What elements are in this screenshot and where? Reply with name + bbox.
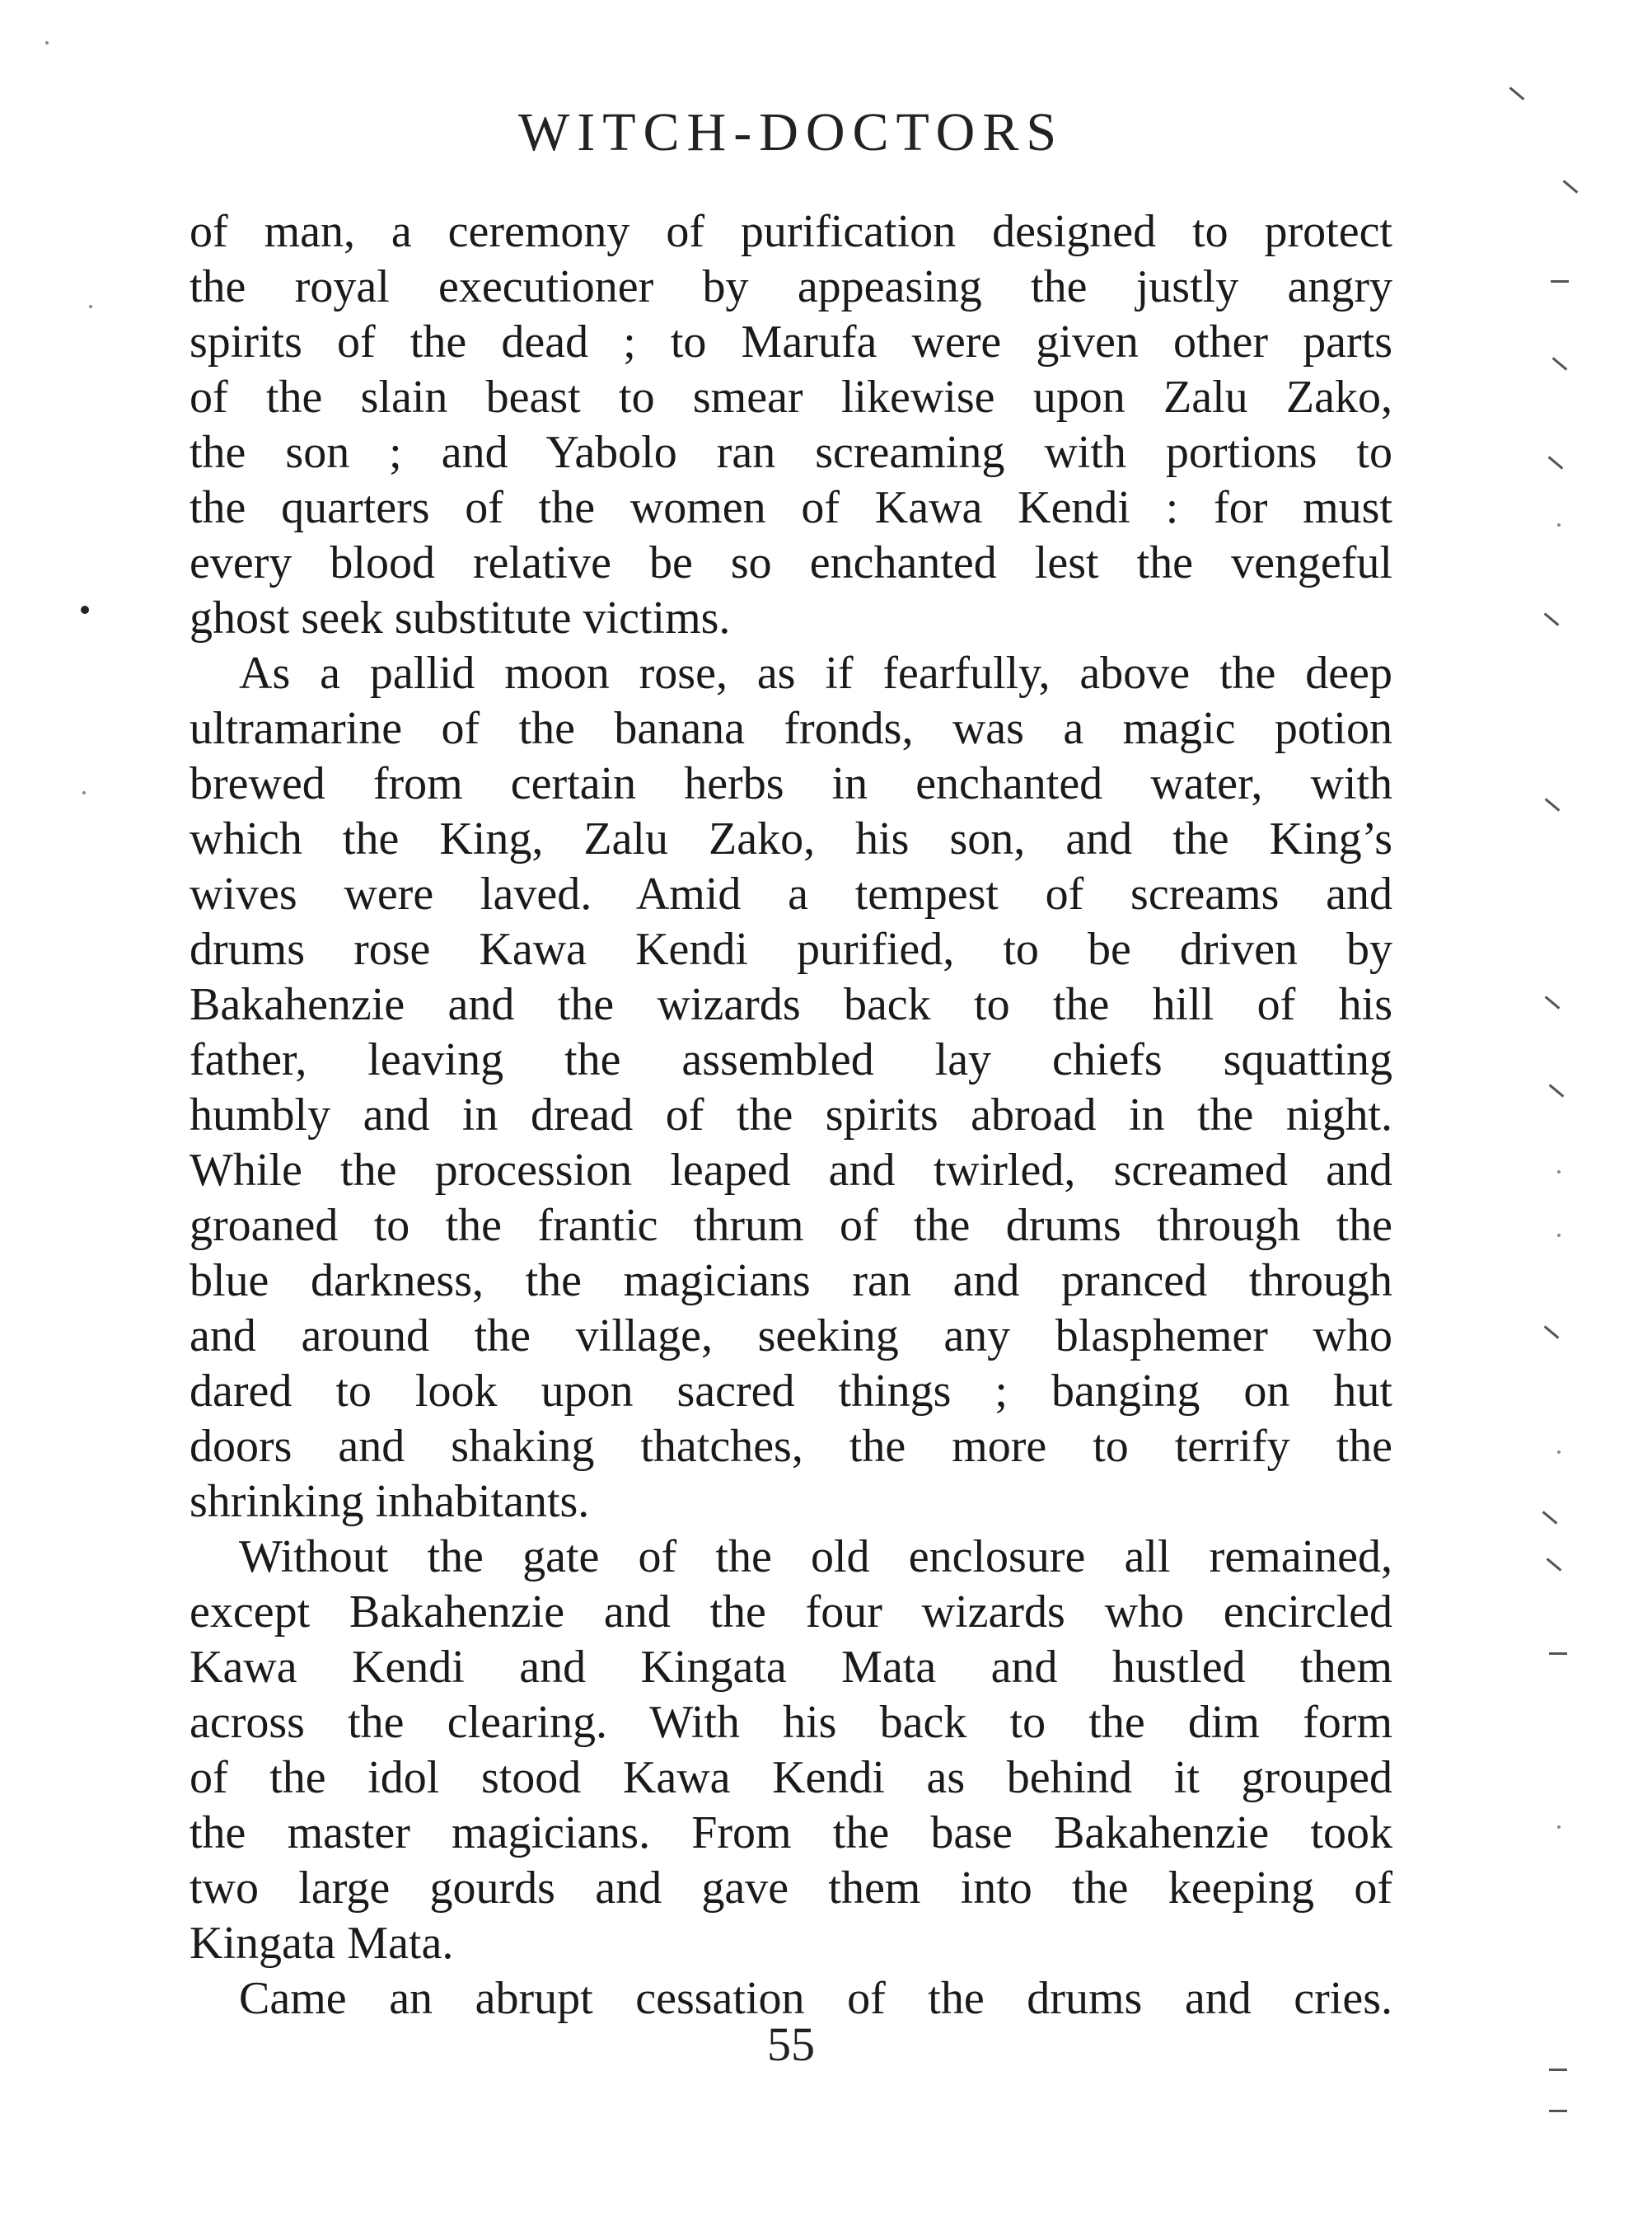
margin-tick-mark xyxy=(1544,612,1560,626)
text-line: the royal executioner by appeasing the justly angry xyxy=(190,261,1392,312)
text-line: groaned to the frantic thrum of the drums through the xyxy=(190,1200,1392,1251)
text-line: which the King, Zalu Zako, his son, and the King’s xyxy=(190,813,1392,864)
text-line: ultramarine of the banana fronds, was a magic potion xyxy=(190,703,1392,754)
text-line: of the idol stood Kawa Kendi as behind it grouped xyxy=(190,1752,1392,1803)
text-line: father, leaving the assembled lay chiefs squatting xyxy=(190,1034,1392,1085)
margin-speck-mark xyxy=(1557,523,1561,527)
text-line: doors and shaking thatches, the more to terrify the xyxy=(190,1421,1392,1472)
margin-speck-mark xyxy=(1557,1825,1561,1829)
text-line: humbly and in dread of the spirits abroad in the night. xyxy=(190,1089,1392,1141)
margin-speck-mark xyxy=(82,791,86,794)
margin-dash-mark xyxy=(1549,1652,1567,1655)
margin-dot-mark xyxy=(81,606,89,614)
body-text xyxy=(190,204,1392,2026)
text-line: across the clearing. With his back to the dim form xyxy=(190,1697,1392,1748)
margin-tick-mark xyxy=(1547,1558,1562,1571)
margin-speck-mark xyxy=(45,41,49,45)
text-line: drums rose Kawa Kendi purified, to be driven by xyxy=(190,924,1392,975)
text-line: Came an abrupt cessation of the drums and cries. xyxy=(239,1973,1392,2024)
margin-dash-mark xyxy=(1549,2069,1567,2071)
margin-tick-mark xyxy=(1548,456,1564,469)
text-line: and around the village, seeking any blasphemer who xyxy=(190,1310,1392,1361)
margin-tick-mark xyxy=(1542,1511,1558,1524)
text-line: Bakahenzie and the wizards back to the hill of his xyxy=(190,979,1392,1030)
text-line: ghost seek substitute victims. xyxy=(190,593,731,644)
text-line: of man, a ceremony of purification designed to protect xyxy=(190,206,1392,257)
text-line: While the procession leaped and twirled, screamed and xyxy=(190,1145,1392,1196)
margin-speck-mark xyxy=(1557,1450,1561,1454)
text-line: the son ; and Yabolo ran screaming with portions to xyxy=(190,427,1392,478)
text-line: two large gourds and gave them into the keeping of xyxy=(190,1862,1392,1914)
text-line: spirits of the dead ; to Marufa were given other parts xyxy=(190,316,1392,368)
margin-tick-mark xyxy=(1552,357,1568,370)
running-head: WITCH-DOCTORS xyxy=(517,102,1065,162)
text-line: brewed from certain herbs in enchanted water, with xyxy=(190,758,1392,809)
text-line: every blood relative be so enchanted lest the vengeful xyxy=(190,537,1392,588)
margin-speck-mark xyxy=(1557,1234,1561,1237)
page-number: 55 xyxy=(767,2017,815,2071)
text-line: the quarters of the women of Kawa Kendi : for must xyxy=(190,482,1392,533)
text-line: Without the gate of the old enclosure all remained, xyxy=(239,1531,1392,1582)
margin-tick-mark xyxy=(1509,87,1525,100)
margin-tick-mark xyxy=(1545,798,1561,811)
text-line: of the slain beast to smear likewise upon Zalu Zako, xyxy=(190,372,1392,423)
text-line: shrinking inhabitants. xyxy=(190,1476,590,1527)
text-line: except Bakahenzie and the four wizards who encircled xyxy=(190,1586,1392,1638)
text-line: Kawa Kendi and Kingata Mata and hustled them xyxy=(190,1642,1392,1693)
margin-speck-mark xyxy=(89,305,92,308)
margin-tick-mark xyxy=(1544,1325,1560,1338)
text-line: wives were laved. Amid a tempest of screams and xyxy=(190,869,1392,920)
margin-dash-mark xyxy=(1549,2110,1567,2112)
margin-dash-mark xyxy=(1551,280,1569,283)
text-line: dared to look upon sacred things ; banging on hut xyxy=(190,1366,1392,1417)
margin-speck-mark xyxy=(1557,1170,1561,1174)
text-line: the master magicians. From the base Bakahenzie took xyxy=(190,1807,1392,1858)
text-line: Kingata Mata. xyxy=(190,1918,454,1969)
margin-tick-mark xyxy=(1545,996,1561,1009)
margin-tick-mark xyxy=(1549,1084,1565,1097)
text-line: As a pallid moon rose, as if fearfully, above the deep xyxy=(239,648,1392,699)
margin-tick-mark xyxy=(1563,180,1579,193)
text-line: blue darkness, the magicians ran and pranced through xyxy=(190,1255,1392,1306)
